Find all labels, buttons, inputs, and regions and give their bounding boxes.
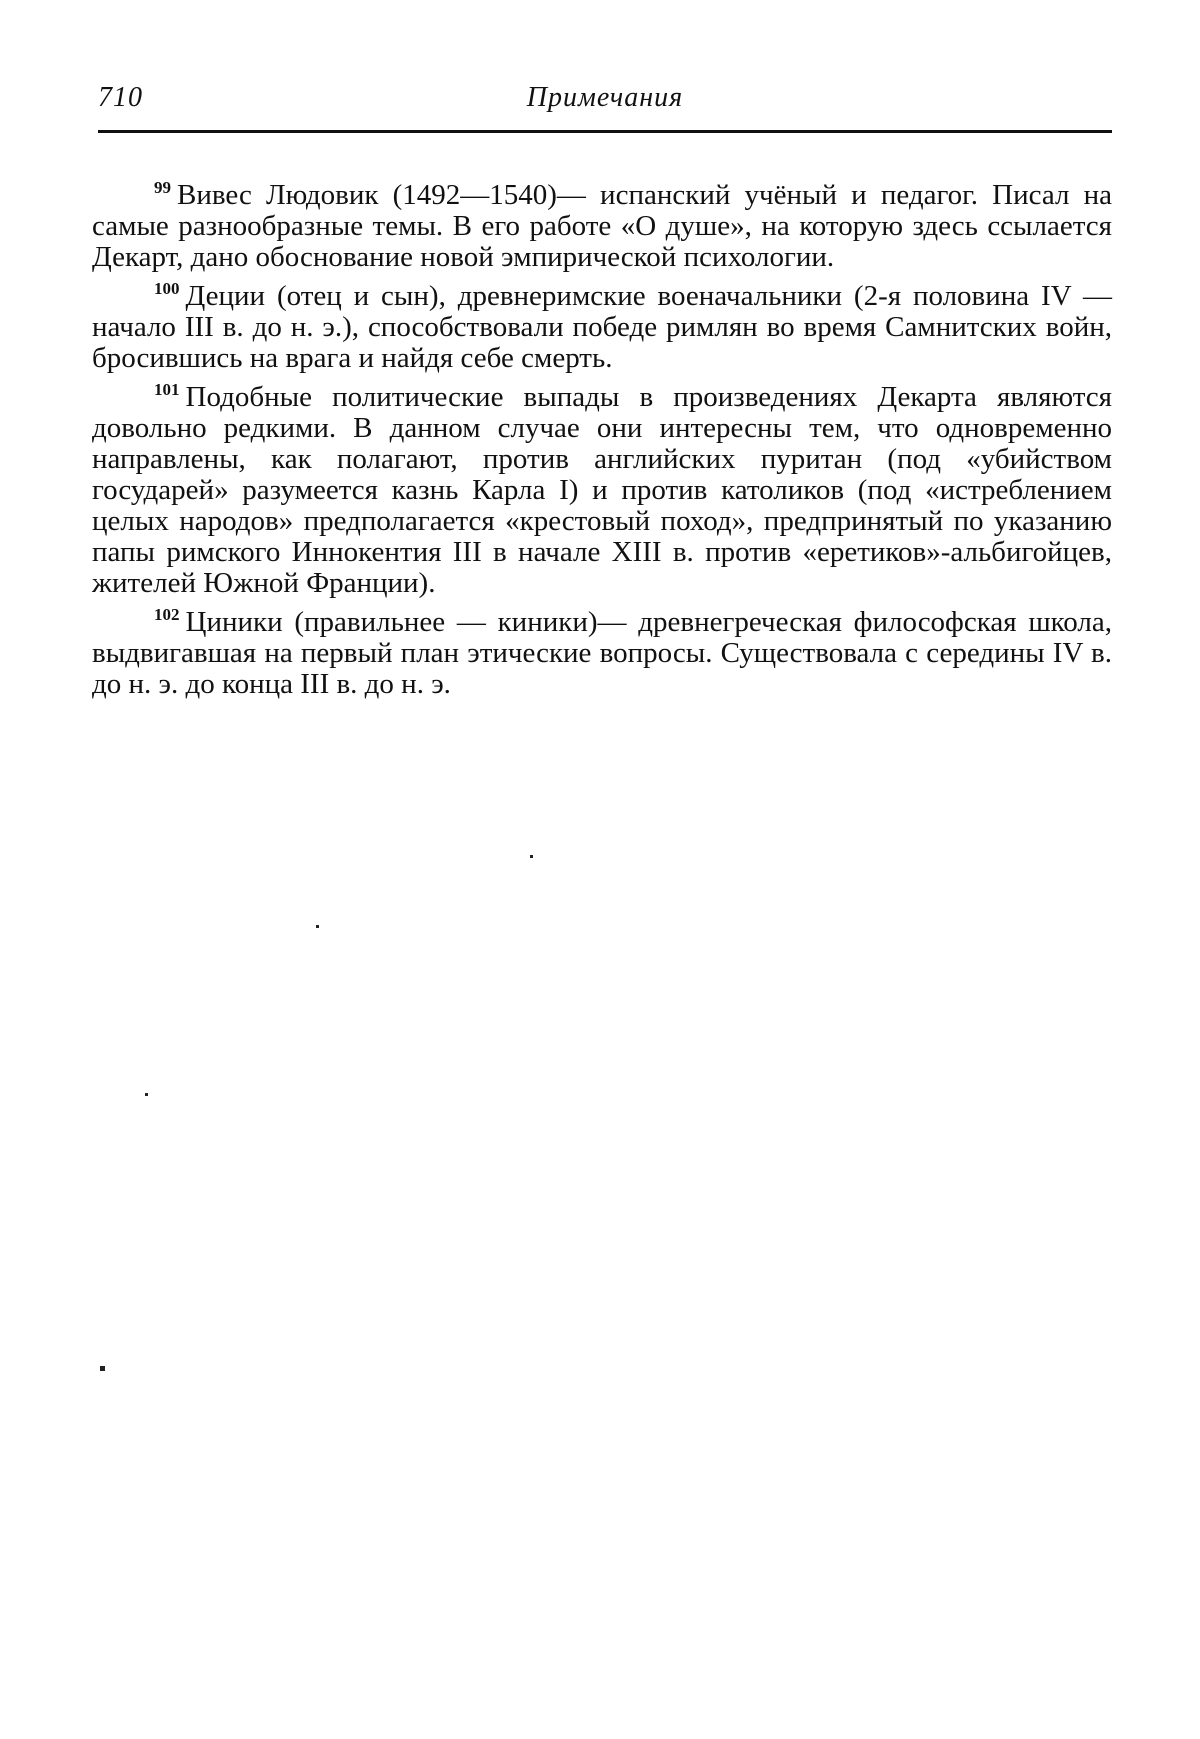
section-title: Примечания xyxy=(526,82,684,113)
note-101 xyxy=(92,374,1112,599)
note-102 xyxy=(92,599,1112,700)
scan-speck xyxy=(145,1093,148,1096)
header-rule xyxy=(98,130,1112,133)
note-text: Подобные политические выпады в произведениях Декарта являются довольно редкими. В данном случае они интересны тем, что одновременно направлены, как полагают, против английских пуритан (под «убийством государей» разумеется казнь Карла I) и против католиков (под «истреблением целых народов» предполагается «крестовый поход», предпринятый по указанию папы римского Иннокентия III в начале XIII в. против «еретиков»-альбигойцев, жителей Южной Франции). xyxy=(92,381,1112,599)
note-99 xyxy=(92,172,1112,273)
note-100 xyxy=(92,273,1112,374)
note-text: Циники (правильнее — киники)— древнегреческая философская школа, выдвигавшая на первый план этические вопросы. Существовала с середины IV в. до н. э. до конца III в. до н. э. xyxy=(92,606,1112,700)
notes-list xyxy=(92,172,1112,700)
note-number: 100 xyxy=(154,279,180,298)
scan-speck xyxy=(316,925,319,928)
note-text: Вивес Людовик (1492—1540)— испанский учёный и педагог. Писал на самые разнообразные темы. В его работе «О душе», на которую здесь ссылается Декарт, дано обоснование новой эмпирической психологии. xyxy=(92,179,1112,273)
note-number: 102 xyxy=(154,605,180,624)
scan-speck xyxy=(530,855,533,858)
note-number: 99 xyxy=(154,178,171,197)
running-head xyxy=(98,82,1112,122)
page-number: 710 xyxy=(98,82,143,113)
note-text: Деции (отец и сын), древнеримские военачальники (2-я половина IV — начало III в. до н. э.), способствовали победе римлян во время Самнитских войн, бросившись на врага и найдя себе смерть. xyxy=(92,280,1112,374)
note-number: 101 xyxy=(154,380,180,399)
scan-speck xyxy=(100,1366,105,1371)
